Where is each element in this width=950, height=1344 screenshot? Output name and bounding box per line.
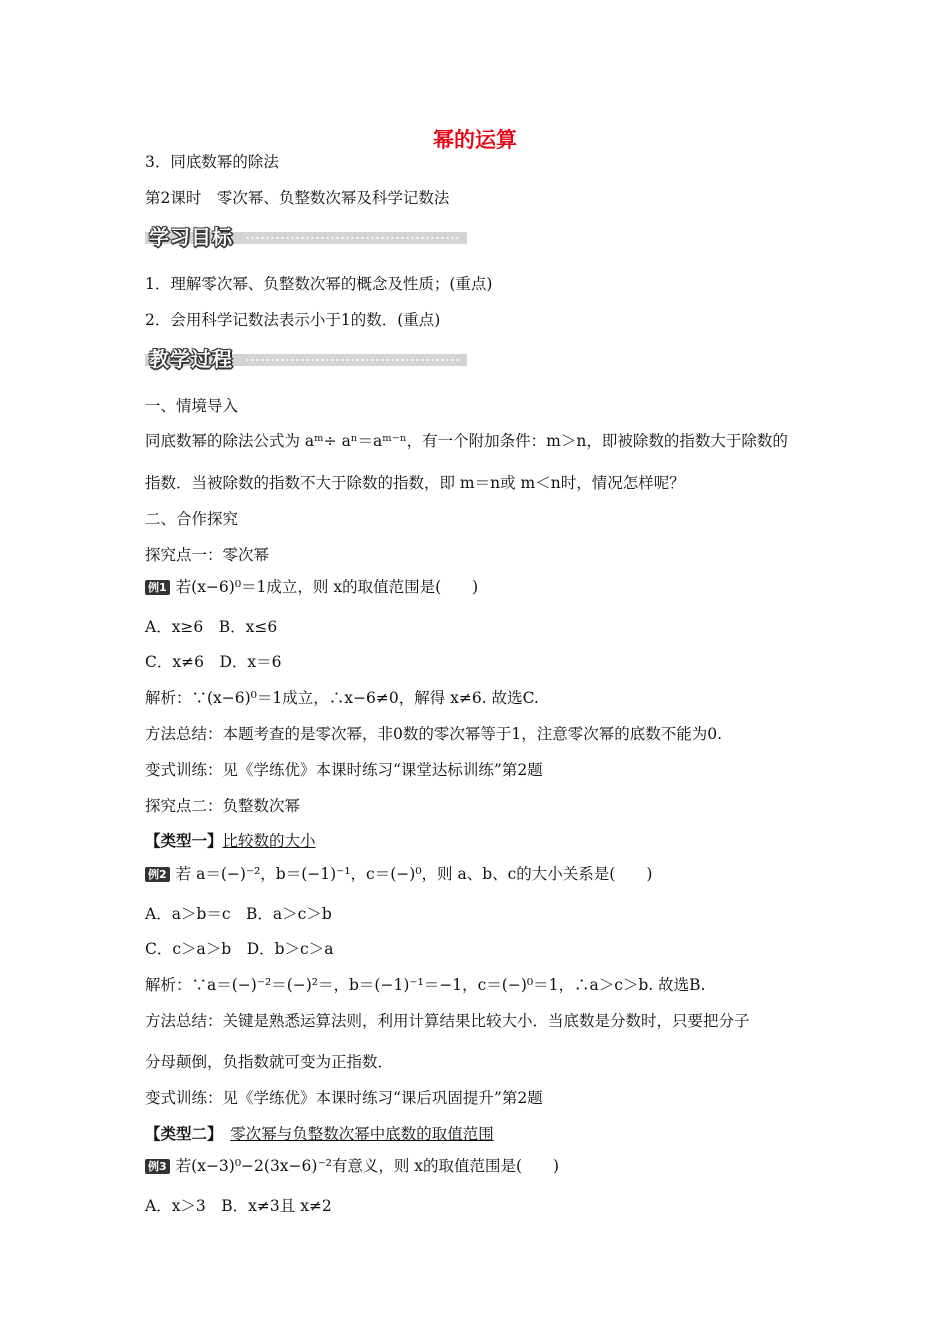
example-question-text: 若(x−6)⁰＝1成立，则 x的取值范围是( ) — [175, 578, 479, 596]
goal-item-1: 1．理解零次幂、负整数次幂的概念及性质；(重点) — [145, 275, 493, 293]
teaching-process-banner — [145, 343, 467, 371]
type-2-heading — [145, 1124, 494, 1144]
example-badge: 例3 — [145, 1159, 170, 1174]
goal-item-2: 2．会用科学记数法表示小于1的数．(重点) — [145, 311, 441, 329]
example-2-options-a-b: A．a＞b＝c B．a＞c＞b — [145, 905, 332, 923]
type-1-heading — [145, 831, 316, 851]
example-2-method-line-2: 分母颠倒，负指数就可变为正指数． — [145, 1053, 394, 1071]
example-3-question — [145, 1156, 559, 1176]
banner-label: 学习目标 — [149, 225, 233, 249]
example-1-options-c-d: C．x≠6 D．x＝6 — [145, 653, 282, 671]
example-1-solution: 解析：∵(x−6)⁰＝1成立，∴x−6≠0，解得 x≠6. 故选C. — [145, 689, 539, 707]
intro-paragraph-line-2: 指数．当被除数的指数不大于除数的指数，即 m＝n或 m＜n时，情况怎样呢？ — [145, 474, 685, 492]
explore-point-1: 探究点一：零次幂 — [145, 546, 270, 564]
example-2-method-line-1: 方法总结：关键是熟悉运算法则，利用计算结果比较大小．当底数是分数时，只要把分子 — [145, 1012, 750, 1030]
type-title: 比较数的大小 — [222, 832, 316, 850]
example-1-variant-training: 变式训练：见《学练优》本课时练习“课堂达标训练”第2题 — [145, 761, 543, 779]
example-1-options-a-b: A．x≥6 B．x≤6 — [145, 618, 278, 636]
banner-dots — [245, 237, 459, 239]
example-badge: 例1 — [145, 580, 170, 595]
section-heading-intro: 一、情境导入 — [145, 397, 239, 415]
example-2-solution: 解析：∵a＝(−)⁻²＝(−)²＝，b＝(−1)⁻¹＝−1，c＝(−)⁰＝1，∴a＞c＞b. 故选B. — [145, 976, 706, 994]
explore-point-2: 探究点二：负整数次幂 — [145, 797, 301, 815]
banner-label: 教学过程 — [149, 347, 233, 371]
section-heading-explore: 二、合作探究 — [145, 510, 239, 528]
type-prefix: 【类型二】 — [145, 1124, 215, 1143]
example-question-text: 若(x−3)⁰−2(3x−6)⁻²有意义，则 x的取值范围是( ) — [175, 1157, 560, 1175]
type-title: 零次幂与负整数次幂中底数的取值范围 — [230, 1125, 494, 1143]
page-title: 幂的运算 — [433, 128, 517, 152]
banner-dots — [245, 359, 459, 361]
intro-paragraph-line-1: 同底数幂的除法公式为 aᵐ÷ aⁿ＝aᵐ⁻ⁿ，有一个附加条件：m＞n，即被除数的指数大于除数的 — [145, 432, 788, 450]
example-question-text: 若 a＝(−)⁻²，b＝(−1)⁻¹，c＝(−)⁰，则 a、b、c的大小关系是( ) — [175, 865, 653, 883]
example-badge: 例2 — [145, 867, 170, 882]
example-2-question — [145, 864, 652, 884]
example-3-options-a-b: A．x＞3 B．x≠3且 x≠2 — [145, 1197, 332, 1215]
type-prefix: 【类型一】 — [145, 831, 223, 850]
lesson-period-heading: 第2课时 零次幂、负整数次幂及科学记数法 — [145, 189, 450, 207]
example-1-question — [145, 577, 478, 597]
learning-goals-banner — [145, 221, 467, 249]
example-1-method-summary: 方法总结：本题考查的是零次幂，非0数的零次幂等于1，注意零次幂的底数不能为0. — [145, 725, 723, 743]
example-2-variant-training: 变式训练：见《学练优》本课时练习“课后巩固提升”第2题 — [145, 1089, 543, 1107]
lesson-section-heading: 3．同底数幂的除法 — [145, 153, 279, 171]
example-2-options-c-d: C．c＞a＞b D．b＞c＞a — [145, 940, 334, 958]
